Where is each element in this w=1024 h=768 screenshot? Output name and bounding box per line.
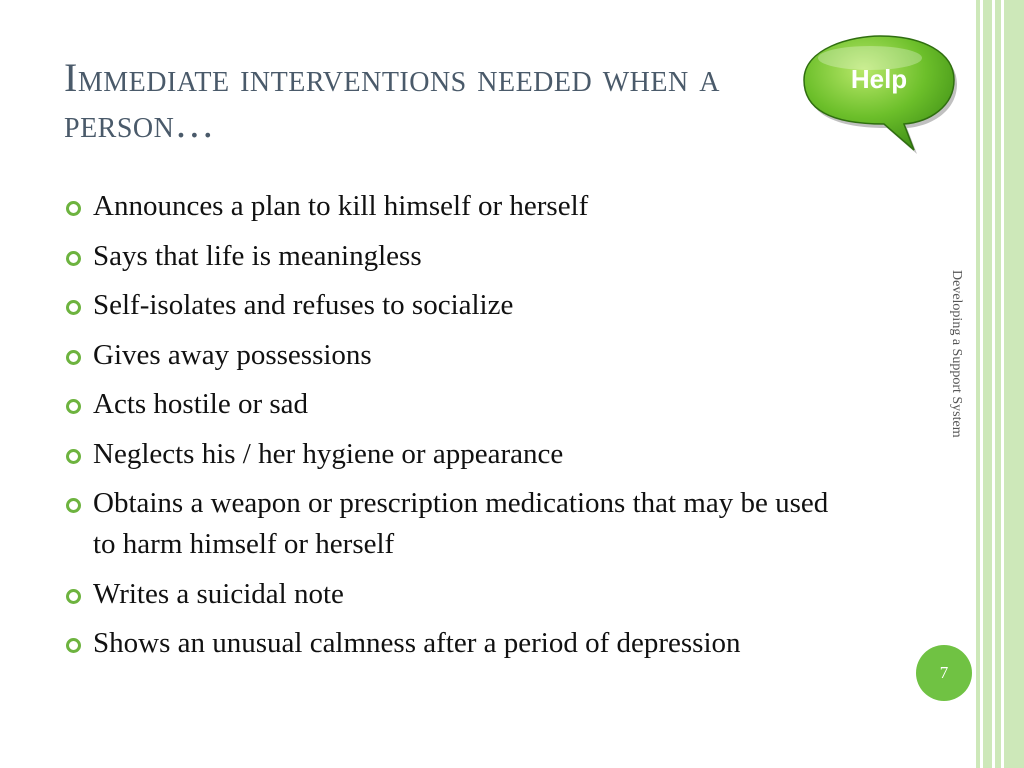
list-item (64, 483, 834, 565)
help-label: Help (850, 64, 908, 94)
list-item (64, 186, 834, 227)
list-item (64, 434, 834, 475)
list-item (64, 574, 834, 615)
decorative-stripe (976, 0, 980, 768)
bullet-icon (66, 350, 81, 365)
bullet-icon (66, 498, 81, 513)
bullet-icon (66, 638, 81, 653)
list-item (64, 285, 834, 326)
list-item (64, 236, 834, 277)
bullet-icon (66, 300, 81, 315)
list-item (64, 335, 834, 376)
list-item-text: Shows an unusual calmness after a period of depression (93, 627, 741, 659)
list-item (64, 384, 834, 425)
bullet-icon (66, 201, 81, 216)
slide-title: Immediate interventions needed when a person… (64, 55, 720, 146)
decorative-stripe (1004, 0, 1024, 768)
help-bubble-icon (792, 30, 962, 155)
list-item-text: Self-isolates and refuses to socialize (93, 289, 514, 321)
bullet-icon (66, 399, 81, 414)
page-number: 7 (939, 663, 949, 682)
list-item (64, 623, 834, 664)
list-item-text: Acts hostile or sad (93, 388, 309, 420)
list-item-text: Gives away possessions (93, 338, 372, 371)
list-item-text: Obtains a weapon or prescription medications that may be used to harm himself or herself (93, 487, 829, 560)
page-number-badge (916, 645, 972, 701)
bullet-icon (66, 449, 81, 464)
decorative-stripe (995, 0, 1001, 768)
list-item-text: Says that life is meaningless (93, 239, 422, 272)
bullet-icon (66, 589, 81, 604)
decorative-stripe (983, 0, 992, 768)
bullet-icon (66, 251, 81, 266)
bullet-list (64, 186, 834, 673)
list-item-text: Writes a suicidal note (93, 577, 344, 610)
side-label: Developing a Support System (949, 270, 964, 438)
list-item-text: Neglects his / her hygiene or appearance (93, 437, 564, 470)
list-item-text: Announces a plan to kill himself or herself (93, 190, 589, 222)
